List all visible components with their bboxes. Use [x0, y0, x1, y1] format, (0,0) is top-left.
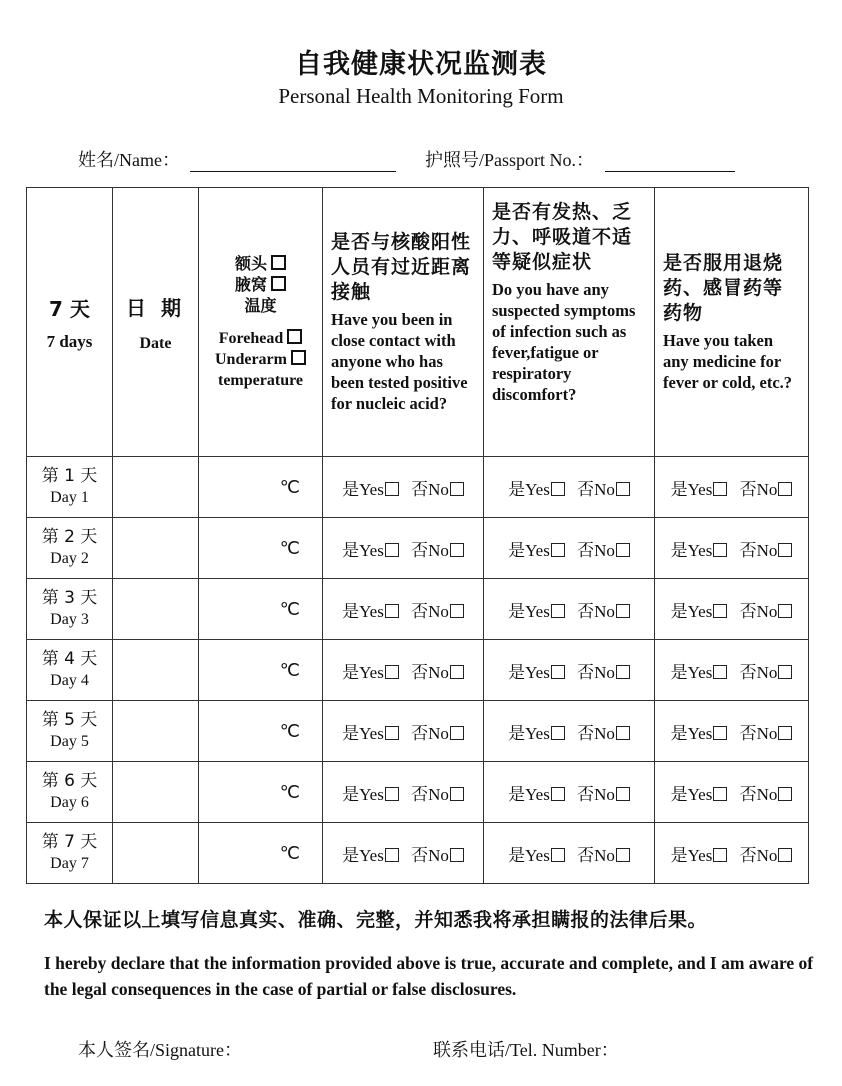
no-checkbox[interactable]	[616, 543, 630, 557]
personal-info-row	[78, 146, 735, 172]
close-contact-question-cn: 是否与核酸阳性人员有过近距离接触	[331, 231, 472, 303]
close-contact-yes-option[interactable]	[342, 480, 399, 499]
underarm-checkbox-cn[interactable]	[271, 276, 286, 291]
yes-checkbox[interactable]	[713, 787, 727, 801]
yes-checkbox[interactable]	[551, 665, 565, 679]
celsius-unit: ℃	[279, 598, 300, 619]
close-contact-answer-cell	[323, 457, 484, 518]
yes-label: 是Yes	[508, 784, 550, 804]
day-cell	[27, 457, 113, 518]
day-label-cn: 第 3 天	[41, 588, 98, 608]
medicine-answer-cell	[655, 701, 809, 762]
no-label: 否No	[739, 723, 778, 743]
close-contact-no-option[interactable]	[411, 785, 464, 804]
symptoms-yes-option[interactable]	[508, 663, 565, 682]
signature-label[interactable]	[78, 1040, 242, 1060]
name-label-en: /Name：	[114, 150, 180, 170]
yes-checkbox[interactable]	[385, 665, 399, 679]
yes-checkbox[interactable]	[551, 848, 565, 862]
day-cell	[27, 579, 113, 640]
medicine-answer-cell	[655, 823, 809, 884]
yes-checkbox[interactable]	[713, 665, 727, 679]
yes-label: 是Yes	[508, 723, 550, 743]
symptoms-answer-cell	[484, 579, 655, 640]
yes-checkbox[interactable]	[713, 482, 727, 496]
yes-label: 是Yes	[670, 784, 713, 804]
close-contact-no-option[interactable]	[411, 480, 464, 499]
table-row	[27, 701, 809, 762]
temperature-label-en: temperature	[218, 372, 303, 389]
yes-label: 是Yes	[508, 540, 550, 560]
no-checkbox[interactable]	[450, 787, 464, 801]
header-date-cn: 日 期	[126, 295, 185, 320]
close-contact-yes-option[interactable]	[342, 724, 399, 743]
day-label-en: Day 4	[50, 672, 89, 689]
yes-checkbox[interactable]	[551, 482, 565, 496]
header-temperature	[199, 188, 323, 457]
date-cell[interactable]	[113, 579, 199, 640]
close-contact-answer-cell	[323, 823, 484, 884]
no-checkbox[interactable]	[778, 848, 792, 862]
no-checkbox[interactable]	[778, 482, 792, 496]
yes-checkbox[interactable]	[385, 543, 399, 557]
passport-label	[425, 146, 594, 172]
medicine-no-option[interactable]	[740, 541, 793, 560]
medicine-yes-option[interactable]	[671, 602, 728, 621]
no-checkbox[interactable]	[450, 604, 464, 618]
table-header-row	[27, 188, 809, 457]
no-label: 否No	[739, 601, 778, 621]
day-label-en: Day 2	[50, 550, 89, 567]
underarm-label-en: Underarm	[215, 351, 287, 368]
day-cell	[27, 640, 113, 701]
date-cell[interactable]	[113, 823, 199, 884]
table-row	[27, 762, 809, 823]
no-label: 否No	[411, 723, 449, 743]
no-label: 否No	[577, 479, 615, 499]
yes-label: 是Yes	[508, 845, 550, 865]
yes-checkbox[interactable]	[713, 604, 727, 618]
yes-checkbox[interactable]	[385, 848, 399, 862]
declaration-en: I hereby declare that the information provided above is true, accurate and complete, and I am aware of the legal consequences in the case of partial or false disclosures.	[44, 953, 814, 999]
tel-label-cn: 联系电话	[433, 1040, 505, 1061]
medicine-no-option[interactable]	[740, 785, 793, 804]
day-label-en: Day 3	[50, 611, 89, 628]
forehead-label-en: Forehead	[218, 330, 284, 347]
close-contact-yes-option[interactable]	[342, 663, 399, 682]
yes-checkbox[interactable]	[551, 543, 565, 557]
yes-label: 是Yes	[508, 479, 550, 499]
no-checkbox[interactable]	[616, 848, 630, 862]
temperature-cell[interactable]	[199, 701, 323, 762]
medicine-yes-option[interactable]	[671, 541, 728, 560]
close-contact-yes-option[interactable]	[342, 541, 399, 560]
table-row	[27, 457, 809, 518]
table-row	[27, 640, 809, 701]
monitoring-table	[26, 187, 809, 884]
date-cell[interactable]	[113, 518, 199, 579]
date-cell[interactable]	[113, 701, 199, 762]
medicine-no-option[interactable]	[740, 846, 793, 865]
no-label: 否No	[739, 540, 778, 560]
symptoms-no-option[interactable]	[577, 602, 630, 621]
no-checkbox[interactable]	[778, 604, 792, 618]
day-cell	[27, 518, 113, 579]
form-title-en: Personal Health Monitoring Form	[278, 84, 564, 108]
medicine-answer-cell	[655, 457, 809, 518]
medicine-question-en: Have you taken any medicine for fever or cold, etc.?	[663, 331, 793, 392]
no-checkbox[interactable]	[450, 482, 464, 496]
day-label-cn: 第 1 天	[41, 466, 98, 486]
yes-checkbox[interactable]	[551, 787, 565, 801]
medicine-answer-cell	[655, 579, 809, 640]
day-label-en: Day 1	[50, 489, 89, 506]
medicine-answer-cell	[655, 762, 809, 823]
celsius-unit: ℃	[279, 476, 300, 497]
close-contact-answer-cell	[323, 518, 484, 579]
passport-label-cn: 护照号	[424, 150, 479, 171]
header-symptoms	[484, 188, 655, 457]
passport-label-en: /Passport No.：	[478, 150, 594, 170]
day-label-cn: 第 6 天	[41, 771, 98, 791]
name-label	[78, 146, 180, 172]
date-cell[interactable]	[113, 762, 199, 823]
symptoms-answer-cell	[484, 701, 655, 762]
no-label: 否No	[411, 479, 449, 499]
no-checkbox[interactable]	[616, 726, 630, 740]
medicine-yes-option[interactable]	[671, 663, 728, 682]
no-label: 否No	[411, 845, 449, 865]
yes-label: 是Yes	[508, 662, 550, 682]
medicine-no-option[interactable]	[740, 480, 793, 499]
header-days-en: 7 days	[46, 331, 93, 351]
close-contact-answer-cell	[323, 762, 484, 823]
header-days-cn: 7 天	[49, 296, 90, 321]
tel-label-en: /Tel. Number：	[505, 1040, 619, 1060]
medicine-answer-cell	[655, 640, 809, 701]
yes-checkbox[interactable]	[713, 848, 727, 862]
forehead-label-cn: 额头	[234, 254, 267, 273]
celsius-unit: ℃	[279, 659, 300, 680]
no-label: 否No	[577, 784, 615, 804]
yes-label: 是Yes	[670, 723, 713, 743]
symptoms-answer-cell	[484, 640, 655, 701]
date-cell[interactable]	[113, 640, 199, 701]
yes-checkbox[interactable]	[385, 604, 399, 618]
forehead-checkbox-cn[interactable]	[271, 255, 286, 270]
underarm-label-cn: 腋窝	[234, 275, 267, 294]
yes-checkbox[interactable]	[713, 726, 727, 740]
temperature-label-cn: 温度	[244, 296, 277, 315]
yes-label: 是Yes	[508, 601, 550, 621]
no-checkbox[interactable]	[616, 787, 630, 801]
close-contact-no-option[interactable]	[411, 663, 464, 682]
yes-label: 是Yes	[342, 784, 384, 804]
declaration-cn: 本人保证以上填写信息真实、准确、完整，并知悉我将承担瞒报的法律后果。	[44, 909, 708, 931]
close-contact-no-option[interactable]	[411, 602, 464, 621]
name-field[interactable]	[190, 151, 396, 172]
symptoms-no-option[interactable]	[577, 480, 630, 499]
no-checkbox[interactable]	[616, 665, 630, 679]
no-checkbox[interactable]	[616, 482, 630, 496]
symptoms-no-option[interactable]	[577, 541, 630, 560]
yes-label: 是Yes	[670, 845, 713, 865]
table-row	[27, 518, 809, 579]
no-label: 否No	[577, 723, 615, 743]
symptoms-no-option[interactable]	[577, 785, 630, 804]
yes-label: 是Yes	[670, 479, 713, 499]
symptoms-yes-option[interactable]	[508, 846, 565, 865]
close-contact-answer-cell	[323, 640, 484, 701]
medicine-answer-cell	[655, 518, 809, 579]
table-row	[27, 579, 809, 640]
yes-label: 是Yes	[342, 845, 384, 865]
symptoms-yes-option[interactable]	[508, 602, 565, 621]
celsius-unit: ℃	[279, 842, 300, 863]
no-label: 否No	[739, 479, 778, 499]
symptoms-question-en: Do you have any suspected symptoms of infection such as fever,fatigue or respiratory discomfort?	[492, 280, 636, 404]
temperature-cell[interactable]	[199, 579, 323, 640]
no-checkbox[interactable]	[778, 726, 792, 740]
passport-field[interactable]	[605, 151, 735, 172]
temperature-cell[interactable]	[199, 823, 323, 884]
close-contact-yes-option[interactable]	[342, 846, 399, 865]
yes-label: 是Yes	[670, 601, 713, 621]
yes-label: 是Yes	[342, 601, 384, 621]
header-close-contact	[323, 188, 484, 457]
day-label-en: Day 7	[50, 855, 89, 872]
temperature-cell[interactable]	[199, 457, 323, 518]
celsius-unit: ℃	[279, 537, 300, 558]
medicine-no-option[interactable]	[740, 724, 793, 743]
no-label: 否No	[411, 601, 449, 621]
close-contact-yes-option[interactable]	[342, 602, 399, 621]
day-label-cn: 第 5 天	[41, 710, 98, 730]
forehead-checkbox-en[interactable]	[287, 329, 302, 344]
symptoms-no-option[interactable]	[577, 663, 630, 682]
medicine-no-option[interactable]	[740, 602, 793, 621]
symptoms-question-cn: 是否有发热、乏力、呼吸道不适等疑似症状	[492, 201, 633, 273]
temperature-cell[interactable]	[199, 518, 323, 579]
no-label: 否No	[577, 601, 615, 621]
signature-row	[78, 1036, 619, 1062]
yes-checkbox[interactable]	[551, 726, 565, 740]
no-checkbox[interactable]	[450, 665, 464, 679]
temperature-cell[interactable]	[199, 762, 323, 823]
signature-label-en: /Signature：	[150, 1040, 242, 1060]
no-checkbox[interactable]	[778, 665, 792, 679]
day-label-en: Day 5	[50, 733, 89, 750]
day-cell	[27, 701, 113, 762]
symptoms-yes-option[interactable]	[508, 480, 565, 499]
day-label-cn: 第 7 天	[41, 832, 98, 852]
symptoms-answer-cell	[484, 518, 655, 579]
no-label: 否No	[577, 662, 615, 682]
no-label: 否No	[411, 662, 449, 682]
symptoms-answer-cell	[484, 823, 655, 884]
symptoms-no-option[interactable]	[577, 724, 630, 743]
medicine-yes-option[interactable]	[671, 785, 728, 804]
symptoms-yes-option[interactable]	[508, 785, 565, 804]
yes-label: 是Yes	[670, 540, 713, 560]
no-label: 否No	[577, 540, 615, 560]
underarm-checkbox-en[interactable]	[291, 350, 306, 365]
close-contact-answer-cell	[323, 579, 484, 640]
yes-label: 是Yes	[670, 662, 713, 682]
no-checkbox[interactable]	[778, 543, 792, 557]
header-date	[113, 188, 199, 457]
medicine-yes-option[interactable]	[671, 724, 728, 743]
no-checkbox[interactable]	[450, 726, 464, 740]
yes-checkbox[interactable]	[713, 543, 727, 557]
yes-label: 是Yes	[342, 662, 384, 682]
signature-label-cn: 本人签名	[78, 1040, 150, 1061]
medicine-no-option[interactable]	[740, 663, 793, 682]
symptoms-yes-option[interactable]	[508, 724, 565, 743]
no-label: 否No	[411, 784, 449, 804]
no-label: 否No	[739, 662, 778, 682]
day-cell	[27, 823, 113, 884]
name-label-cn: 姓名	[78, 150, 114, 171]
celsius-unit: ℃	[279, 781, 300, 802]
symptoms-answer-cell	[484, 762, 655, 823]
symptoms-no-option[interactable]	[577, 846, 630, 865]
no-checkbox[interactable]	[616, 604, 630, 618]
yes-label: 是Yes	[342, 479, 384, 499]
header-days	[27, 188, 113, 457]
day-label-cn: 第 2 天	[41, 527, 98, 547]
temperature-cell[interactable]	[199, 640, 323, 701]
no-label: 否No	[577, 845, 615, 865]
day-label-en: Day 6	[50, 794, 89, 811]
celsius-unit: ℃	[279, 720, 300, 741]
close-contact-no-option[interactable]	[411, 846, 464, 865]
no-label: 否No	[411, 540, 449, 560]
table-row	[27, 823, 809, 884]
close-contact-question-en: Have you been in close contact with anyone who has been tested positive for nucleic acid?	[331, 310, 468, 413]
no-label: 否No	[739, 845, 778, 865]
yes-label: 是Yes	[342, 723, 384, 743]
close-contact-yes-option[interactable]	[342, 785, 399, 804]
yes-label: 是Yes	[342, 540, 384, 560]
form-title-cn: 自我健康状况监测表	[295, 49, 547, 80]
day-cell	[27, 762, 113, 823]
day-label-cn: 第 4 天	[41, 649, 98, 669]
close-contact-answer-cell	[323, 701, 484, 762]
no-label: 否No	[739, 784, 778, 804]
medicine-yes-option[interactable]	[671, 846, 728, 865]
yes-checkbox[interactable]	[385, 482, 399, 496]
header-medicine	[655, 188, 809, 457]
yes-checkbox[interactable]	[551, 604, 565, 618]
symptoms-yes-option[interactable]	[508, 541, 565, 560]
header-date-en: Date	[139, 334, 172, 352]
no-checkbox[interactable]	[778, 787, 792, 801]
no-checkbox[interactable]	[450, 848, 464, 862]
medicine-yes-option[interactable]	[671, 480, 728, 499]
tel-label[interactable]	[433, 1040, 619, 1060]
close-contact-no-option[interactable]	[411, 724, 464, 743]
date-cell[interactable]	[113, 457, 199, 518]
yes-checkbox[interactable]	[385, 787, 399, 801]
yes-checkbox[interactable]	[385, 726, 399, 740]
symptoms-answer-cell	[484, 457, 655, 518]
no-checkbox[interactable]	[450, 543, 464, 557]
medicine-question-cn: 是否服用退烧药、感冒药等药物	[663, 252, 784, 324]
close-contact-no-option[interactable]	[411, 541, 464, 560]
